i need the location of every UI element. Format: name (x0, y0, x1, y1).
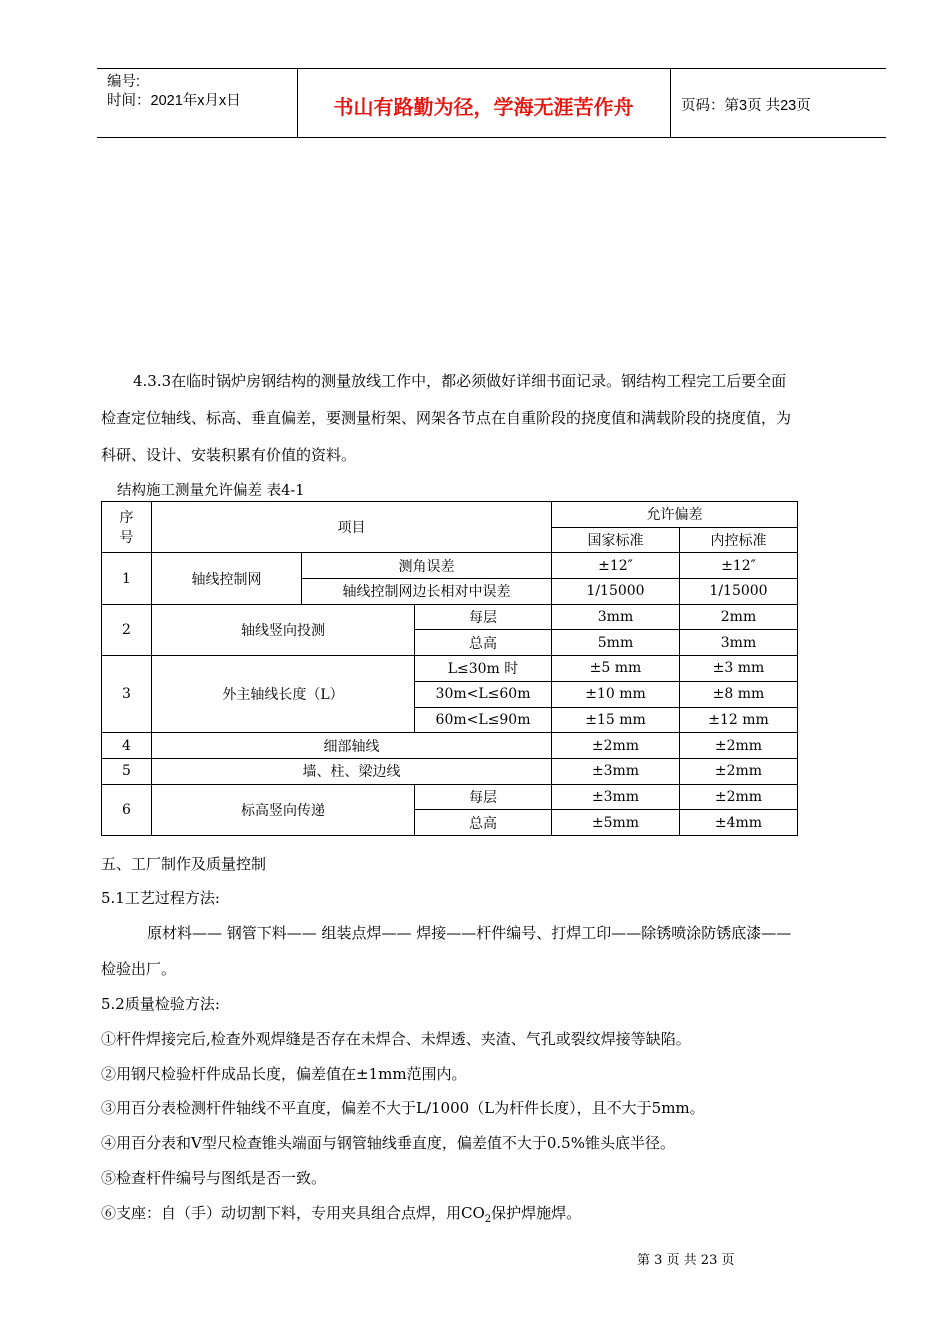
row-subitem: 30m<L≤60m (415, 681, 552, 707)
row-national: ±2mm (552, 733, 680, 759)
row-national: 1/15000 (552, 579, 680, 605)
page-footer: 第 3 页 共 23 页 (637, 1253, 735, 1268)
header-internal-standard: 内控标准 (680, 527, 798, 553)
list-item-text: 保护焊施焊。 (491, 1204, 582, 1222)
time-label: 时间：2021年x月x日 (107, 93, 241, 109)
row-internal: ±12 mm (680, 707, 798, 733)
table-row (102, 758, 798, 784)
row-item: 墙、柱、梁边线 (152, 758, 552, 784)
row-number: 3 (102, 656, 152, 733)
row-subitem: 轴线控制网边长相对中误差 (302, 579, 552, 605)
header-national-standard: 国家标准 (552, 527, 680, 553)
header-index: 序号 (102, 502, 152, 553)
row-item: 外主轴线长度（L） (152, 656, 415, 733)
section-title: 五、工厂制作及质量控制 (101, 855, 267, 873)
row-internal: ±2mm (680, 733, 798, 759)
list-item: ①杆件焊接完后,检查外观焊缝是否存在未焊合、未焊透、夹渣、气孔或裂纹焊接等缺陷。 (101, 1030, 691, 1048)
list-item: ③用百分表检测杆件轴线不平直度，偏差不大于L/1000（L为杆件长度），且不大于5mm。 (101, 1099, 705, 1117)
header-item: 项目 (152, 502, 552, 553)
row-national: ±10 mm (552, 681, 680, 707)
row-number: 6 (102, 784, 152, 835)
row-item: 标高竖向传递 (152, 784, 415, 835)
row-internal: ±2mm (680, 758, 798, 784)
header-page-info: 页码：第3页 共23页 (681, 98, 811, 114)
row-number: 1 (102, 553, 152, 604)
row-national: ±5 mm (552, 656, 680, 682)
row-number: 2 (102, 604, 152, 655)
table-row (102, 784, 798, 810)
paragraph-line: 4.3.3在临时锅炉房钢结构的测量放线工作中，都必须做好详细书面记录。钢结构工程完工后要全面 (133, 372, 787, 390)
row-national: ±12″ (552, 553, 680, 579)
row-internal: 3mm (680, 630, 798, 656)
list-item (101, 1202, 581, 1225)
row-subitem: 测角误差 (302, 553, 552, 579)
row-internal: 1/15000 (680, 579, 798, 605)
process-line: 原材料—— 钢管下料—— 组装点焊—— 焊接——杆件编号、打焊工印——除锈喷涂防锈底漆—— (147, 924, 792, 942)
table-row (102, 553, 798, 579)
table-row (102, 656, 798, 682)
header-left (107, 73, 241, 111)
subsection-title: 5.2质量检验方法: (101, 995, 220, 1013)
row-national: ±3mm (552, 784, 680, 810)
subscript: 2 (484, 1214, 492, 1225)
row-subitem: 每层 (415, 784, 552, 810)
row-internal: ±8 mm (680, 681, 798, 707)
row-item: 细部轴线 (152, 733, 552, 759)
row-number: 4 (102, 733, 152, 759)
header-divider (670, 69, 671, 137)
list-item: ②用钢尺检验杆件成品长度，偏差值在±1mm范围内。 (101, 1065, 467, 1083)
table-row (102, 604, 798, 630)
row-internal: ±4mm (680, 810, 798, 836)
table-caption: 结构施工测量允许偏差 表4-1 (117, 483, 305, 499)
subsection-title: 5.1工艺过程方法: (101, 889, 220, 907)
code-label: 编号: (107, 74, 141, 90)
row-national: ±5mm (552, 810, 680, 836)
table-row (102, 733, 798, 759)
row-subitem: 总高 (415, 630, 552, 656)
header-allowed-deviation: 允许偏差 (552, 502, 798, 528)
deviation-table (101, 501, 798, 836)
list-item-text: ⑥支座：自（手）动切割下料，专用夹具组合点焊，用CO (101, 1204, 485, 1222)
process-line: 检验出厂。 (101, 960, 177, 978)
row-internal: ±12″ (680, 553, 798, 579)
row-national: ±15 mm (552, 707, 680, 733)
row-subitem: L≤30m 时 (415, 656, 552, 682)
row-internal: 2mm (680, 604, 798, 630)
row-internal: ±2mm (680, 784, 798, 810)
row-subitem: 60m<L≤90m (415, 707, 552, 733)
row-subitem: 总高 (415, 810, 552, 836)
list-item: ④用百分表和V型尺检查锥头端面与钢管轴线垂直度，偏差值不大于0.5%锥头底半径。 (101, 1134, 675, 1152)
paragraph-line: 检查定位轴线、标高、垂直偏差，要测量桁架、网架各节点在自重阶段的挠度值和满载阶段的挠度值，为 (101, 409, 792, 427)
row-internal: ±3 mm (680, 656, 798, 682)
row-item: 轴线竖向投测 (152, 604, 415, 655)
row-national: 5mm (552, 630, 680, 656)
row-number: 5 (102, 758, 152, 784)
row-item: 轴线控制网 (152, 553, 302, 604)
list-item: ⑤检查杆件编号与图纸是否一致。 (101, 1169, 327, 1187)
table-header-row (102, 502, 798, 528)
row-national: 3mm (552, 604, 680, 630)
row-subitem: 每层 (415, 604, 552, 630)
header-motto: 书山有路勤为径，学海无涯苦作舟 (333, 95, 634, 119)
page-header (97, 68, 886, 138)
row-national: ±3mm (552, 758, 680, 784)
paragraph-line: 科研、设计、安装积累有价值的资料。 (101, 446, 357, 464)
